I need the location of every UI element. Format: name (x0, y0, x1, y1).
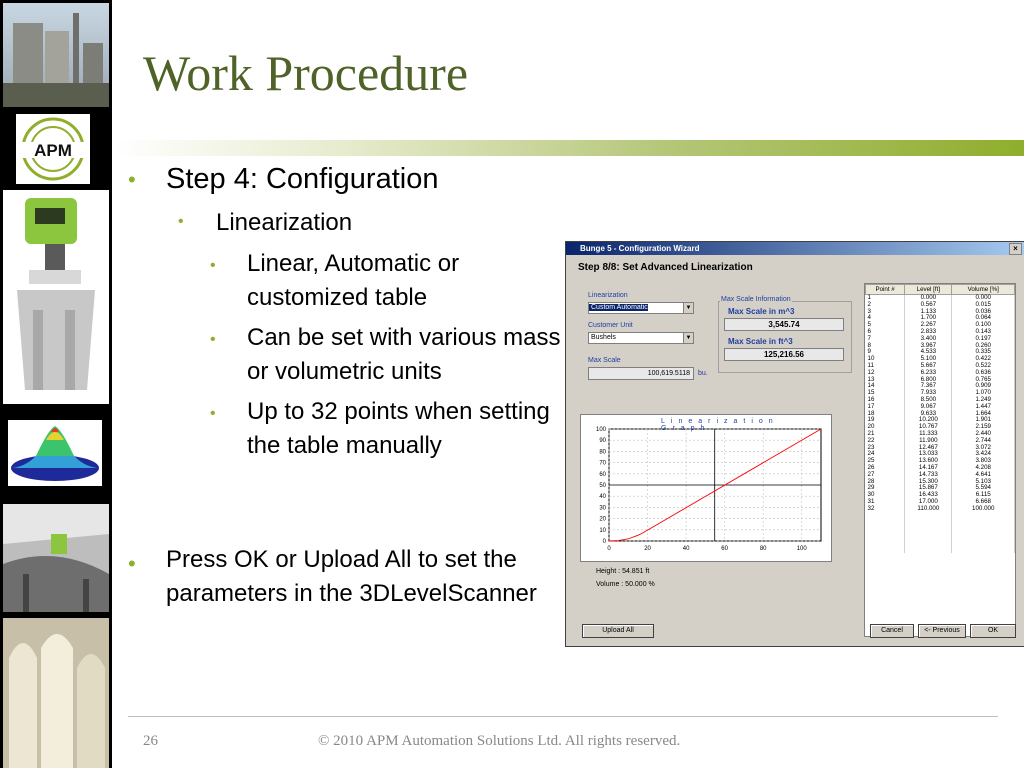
y-tick-label: 20 (599, 516, 606, 523)
ok-button[interactable]: OK (970, 624, 1016, 638)
table-cell-level: 10.200 (905, 417, 952, 424)
table-row[interactable] (866, 309, 1015, 316)
table-cell-level: 2.833 (905, 329, 952, 336)
table-row[interactable] (866, 479, 1015, 486)
wizard-step-title: Step 8/8: Set Advanced Linearization (578, 262, 753, 273)
y-tick-label: 40 (599, 494, 606, 501)
x-tick-label: 20 (644, 546, 651, 552)
table-row-empty[interactable] (866, 519, 1015, 526)
table-cell-level: 1.700 (905, 315, 952, 322)
table-cell-point: 26 (866, 465, 905, 472)
table-cell-empty (866, 546, 905, 553)
table-cell-point: 23 (866, 445, 905, 452)
table-row[interactable] (866, 445, 1015, 452)
customer-unit-label: Customer Unit (588, 322, 633, 329)
table-row-empty[interactable] (866, 540, 1015, 547)
bullet-dot: • (210, 331, 216, 348)
table-cell-level: 11.333 (905, 431, 952, 438)
table-cell-point: 25 (866, 458, 905, 465)
table-cell-level: 0.000 (905, 295, 952, 302)
table-cell-volume: 1.070 (952, 390, 1015, 397)
table-row[interactable] (866, 302, 1015, 309)
linearization-graph-panel (580, 414, 832, 562)
table-cell-point: 17 (866, 404, 905, 411)
table-cell-volume: 0.015 (952, 302, 1015, 309)
height-readout: Height : 54.851 ft (596, 568, 650, 575)
table-cell-point: 15 (866, 390, 905, 397)
table-row[interactable] (866, 377, 1015, 384)
customer-unit-select[interactable] (588, 332, 694, 344)
table-row[interactable] (866, 431, 1015, 438)
table-cell-volume: 4.641 (952, 472, 1015, 479)
table-cell-level: 14.167 (905, 465, 952, 472)
bullet-dot: • (128, 167, 136, 192)
table-cell-volume: 1.447 (952, 404, 1015, 411)
table-row[interactable] (866, 370, 1015, 377)
table-cell-point: 8 (866, 343, 905, 350)
table-row[interactable] (866, 397, 1015, 404)
linearization-table[interactable] (864, 283, 1016, 637)
table-row[interactable] (866, 465, 1015, 472)
table-cell-point: 14 (866, 383, 905, 390)
table-row[interactable] (866, 390, 1015, 397)
table-cell-volume: 0.064 (952, 315, 1015, 322)
bullet-step: Step 4: Configuration (166, 163, 439, 195)
cancel-button[interactable]: Cancel (870, 624, 914, 638)
chevron-down-icon[interactable]: ▼ (683, 303, 693, 313)
y-tick-label: 50 (599, 483, 606, 489)
table-cell-volume: 1.249 (952, 397, 1015, 404)
3d-surface-plot-image (8, 420, 102, 486)
apm-logo (16, 114, 90, 184)
table-cell-level: 5.100 (905, 356, 952, 363)
max-scale-ft3-value: 125,216.56 (724, 348, 844, 361)
table-row[interactable] (866, 363, 1015, 370)
bullet-item-linear: Linear, Automatic or customized table (247, 250, 460, 311)
table-cell-volume: 100.000 (952, 506, 1015, 513)
table-row[interactable] (866, 315, 1015, 322)
installation-photo (3, 504, 109, 612)
table-cell-point: 27 (866, 472, 905, 479)
table-row[interactable] (866, 424, 1015, 431)
table-cell-volume: 4.208 (952, 465, 1015, 472)
max-scale-m3-value: 3,545.74 (724, 318, 844, 331)
bullet-item-points: Up to 32 points when setting the table manually (247, 398, 550, 459)
table-cell-level: 13.033 (905, 451, 952, 458)
table-cell-level: 4.533 (905, 349, 952, 356)
table-cell-level: 9.633 (905, 411, 952, 418)
table-row[interactable] (866, 383, 1015, 390)
copyright-notice: © 2010 APM Automation Solutions Ltd. All rights reserved. (318, 733, 681, 749)
table-row[interactable] (866, 485, 1015, 492)
table-cell-point: 30 (866, 492, 905, 499)
table-cell-level: 110.000 (905, 506, 952, 513)
max-scale-field[interactable]: 100,619.5118 (588, 367, 694, 380)
table-cell-point: 16 (866, 397, 905, 404)
y-tick-label: 60 (599, 471, 606, 478)
bullet-item-units: Can be set with various mass or volumetric units (247, 324, 561, 385)
y-tick-label: 0 (602, 539, 606, 545)
table-cell-volume: 5.103 (952, 479, 1015, 486)
column-header-point: Point # (866, 285, 905, 295)
table-cell-point: 10 (866, 356, 905, 363)
table-cell-volume: 2.159 (952, 424, 1015, 431)
table-cell-level: 15.867 (905, 485, 952, 492)
wizard-title-bar (566, 242, 1024, 255)
bullet-dot: • (210, 257, 216, 274)
table-cell-point: 3 (866, 309, 905, 316)
table-cell-volume: 1.901 (952, 417, 1015, 424)
x-tick-label: 40 (682, 546, 690, 552)
x-tick-label: 60 (721, 546, 728, 552)
wizard-window-title: Bunge 5 - Configuration Wizard (580, 244, 700, 253)
table-cell-volume: 0.143 (952, 329, 1015, 336)
table-cell-empty (952, 546, 1015, 553)
table-cell-level: 0.567 (905, 302, 952, 309)
table-cell-level: 16.433 (905, 492, 952, 499)
table-cell-level: 8.500 (905, 397, 952, 404)
max-scale-info-label: Max Scale Information (721, 296, 791, 303)
close-icon[interactable]: × (1009, 243, 1022, 255)
y-tick-label: 80 (599, 449, 606, 456)
level-scanner-device-photo (3, 190, 109, 404)
previous-button[interactable]: <- Previous (918, 624, 966, 638)
table-cell-level: 17.000 (905, 499, 952, 506)
bullet-dot: • (210, 405, 216, 422)
table-cell-volume: 0.522 (952, 363, 1015, 370)
table-cell-point: 20 (866, 424, 905, 431)
table-cell-level: 7.933 (905, 390, 952, 397)
table-row[interactable] (866, 356, 1015, 363)
table-row[interactable] (866, 451, 1015, 458)
table-row[interactable] (866, 417, 1015, 424)
table-row[interactable] (866, 322, 1015, 329)
x-tick-label: 80 (759, 546, 767, 552)
table-cell-point: 28 (866, 479, 905, 486)
max-scale-ft3-label: Max Scale in ft^3 (728, 337, 793, 346)
table-row-empty[interactable] (866, 533, 1015, 540)
table-cell-level: 12.467 (905, 445, 952, 452)
table-cell-volume: 0.422 (952, 356, 1015, 363)
upload-all-button[interactable]: Upload All (582, 624, 654, 638)
table-cell-volume: 2.440 (952, 431, 1015, 438)
customer-unit-select-value: Bushels (591, 334, 616, 341)
table-row[interactable] (866, 506, 1015, 513)
y-tick-label: 30 (599, 505, 606, 512)
table-cell-level: 15.300 (905, 479, 952, 486)
table-cell-volume: 0.100 (952, 322, 1015, 329)
slide-title: Work Procedure (143, 45, 469, 101)
table-cell-level: 2.267 (905, 322, 952, 329)
table-row[interactable] (866, 329, 1015, 336)
table-cell-point: 2 (866, 302, 905, 309)
max-scale-m3-label: Max Scale in m^3 (728, 307, 795, 316)
bullet-dot: • (128, 551, 136, 576)
table-cell-level: 13.600 (905, 458, 952, 465)
x-tick-label: 0 (607, 546, 611, 552)
table-row[interactable] (866, 404, 1015, 411)
table-row[interactable] (866, 458, 1015, 465)
table-cell-point: 4 (866, 315, 905, 322)
page-number: 26 (143, 733, 158, 749)
max-scale-label: Max Scale (588, 357, 621, 364)
y-tick-label: 100 (595, 427, 606, 433)
table-cell-point: 5 (866, 322, 905, 329)
table-cell-level: 3.967 (905, 343, 952, 350)
bullet-linearization: Linearization (216, 209, 353, 236)
table-cell-point: 1 (866, 295, 905, 302)
chevron-down-icon[interactable]: ▼ (683, 333, 693, 343)
table-cell-point: 12 (866, 370, 905, 377)
linearization-select-value: Custom Automatic (591, 304, 648, 311)
table-cell-point: 9 (866, 349, 905, 356)
table-cell-level: 14.733 (905, 472, 952, 479)
table-cell-point: 11 (866, 363, 905, 370)
table-row-empty[interactable] (866, 526, 1015, 533)
table-row[interactable] (866, 336, 1015, 343)
table-cell-point: 21 (866, 431, 905, 438)
table-cell-volume: 3.424 (952, 451, 1015, 458)
table-cell-level: 6.800 (905, 377, 952, 384)
table-cell-point: 29 (866, 485, 905, 492)
volume-readout: Volume : 50.000 % (596, 581, 655, 588)
linearization-chart (581, 415, 831, 561)
table-cell-level: 10.767 (905, 424, 952, 431)
table-cell-volume: 6.668 (952, 499, 1015, 506)
y-tick-label: 90 (599, 438, 606, 445)
x-tick-label: 100 (796, 546, 807, 552)
table-cell-point: 18 (866, 411, 905, 418)
table-cell-point: 24 (866, 451, 905, 458)
apm-logo-text: APM (34, 141, 72, 160)
table-cell-volume: 0.197 (952, 336, 1015, 343)
table-cell-volume: 0.036 (952, 309, 1015, 316)
table-cell-level: 9.067 (905, 404, 952, 411)
table-cell-volume: 2.744 (952, 438, 1015, 445)
table-cell-volume: 3.803 (952, 458, 1015, 465)
linearization-label: Linearization (588, 292, 628, 299)
table-row[interactable] (866, 492, 1015, 499)
table-cell-volume: 0.000 (952, 295, 1015, 302)
table-row-empty[interactable] (866, 546, 1015, 553)
table-cell-volume: 0.765 (952, 377, 1015, 384)
table-cell-level: 6.233 (905, 370, 952, 377)
table-cell-volume: 6.115 (952, 492, 1015, 499)
table-row[interactable] (866, 343, 1015, 350)
table-cell-volume: 3.072 (952, 445, 1015, 452)
table-cell-volume: 5.594 (952, 485, 1015, 492)
column-header-volume: Volume [%] (952, 285, 1015, 295)
table-cell-level: 1.133 (905, 309, 952, 316)
y-tick-label: 10 (599, 527, 606, 534)
table-cell-level: 5.667 (905, 363, 952, 370)
table-cell-level: 7.367 (905, 383, 952, 390)
table-cell-point: 7 (866, 336, 905, 343)
table-row[interactable] (866, 411, 1015, 418)
bullet-dot: • (178, 213, 184, 230)
silos-photo (3, 618, 109, 768)
table-cell-volume: 0.909 (952, 383, 1015, 390)
footer-divider (128, 716, 998, 717)
table-cell-volume: 0.335 (952, 349, 1015, 356)
column-header-level: Level [ft] (905, 285, 952, 295)
table-cell-volume: 1.664 (952, 411, 1015, 418)
left-photo-strip (0, 0, 112, 768)
table-cell-volume: 0.636 (952, 370, 1015, 377)
table-cell-point: 31 (866, 499, 905, 506)
table-row[interactable] (866, 438, 1015, 445)
table-cell-point: 22 (866, 438, 905, 445)
table-cell-volume: 0.260 (952, 343, 1015, 350)
y-tick-label: 70 (599, 460, 606, 467)
max-scale-unit: bu. (698, 370, 708, 377)
table-cell-point: 6 (866, 329, 905, 336)
configuration-wizard-window (565, 241, 1024, 647)
table-cell-point: 19 (866, 417, 905, 424)
bullet-press-ok: Press OK or Upload All to set the parameters in the 3DLevelScanner (166, 546, 537, 607)
table-cell-empty (905, 546, 952, 553)
linearization-select[interactable] (588, 302, 694, 314)
title-underline-bar (112, 140, 1024, 156)
table-cell-level: 11.900 (905, 438, 952, 445)
table-row[interactable] (866, 472, 1015, 479)
table-cell-point: 13 (866, 377, 905, 384)
table-row[interactable] (866, 295, 1015, 302)
table-row-empty[interactable] (866, 513, 1015, 520)
silo-photo (3, 3, 109, 107)
graph-title: Linearization Graph (661, 418, 779, 432)
table-cell-level: 3.400 (905, 336, 952, 343)
table-row[interactable] (866, 349, 1015, 356)
table-cell-point: 32 (866, 506, 905, 513)
